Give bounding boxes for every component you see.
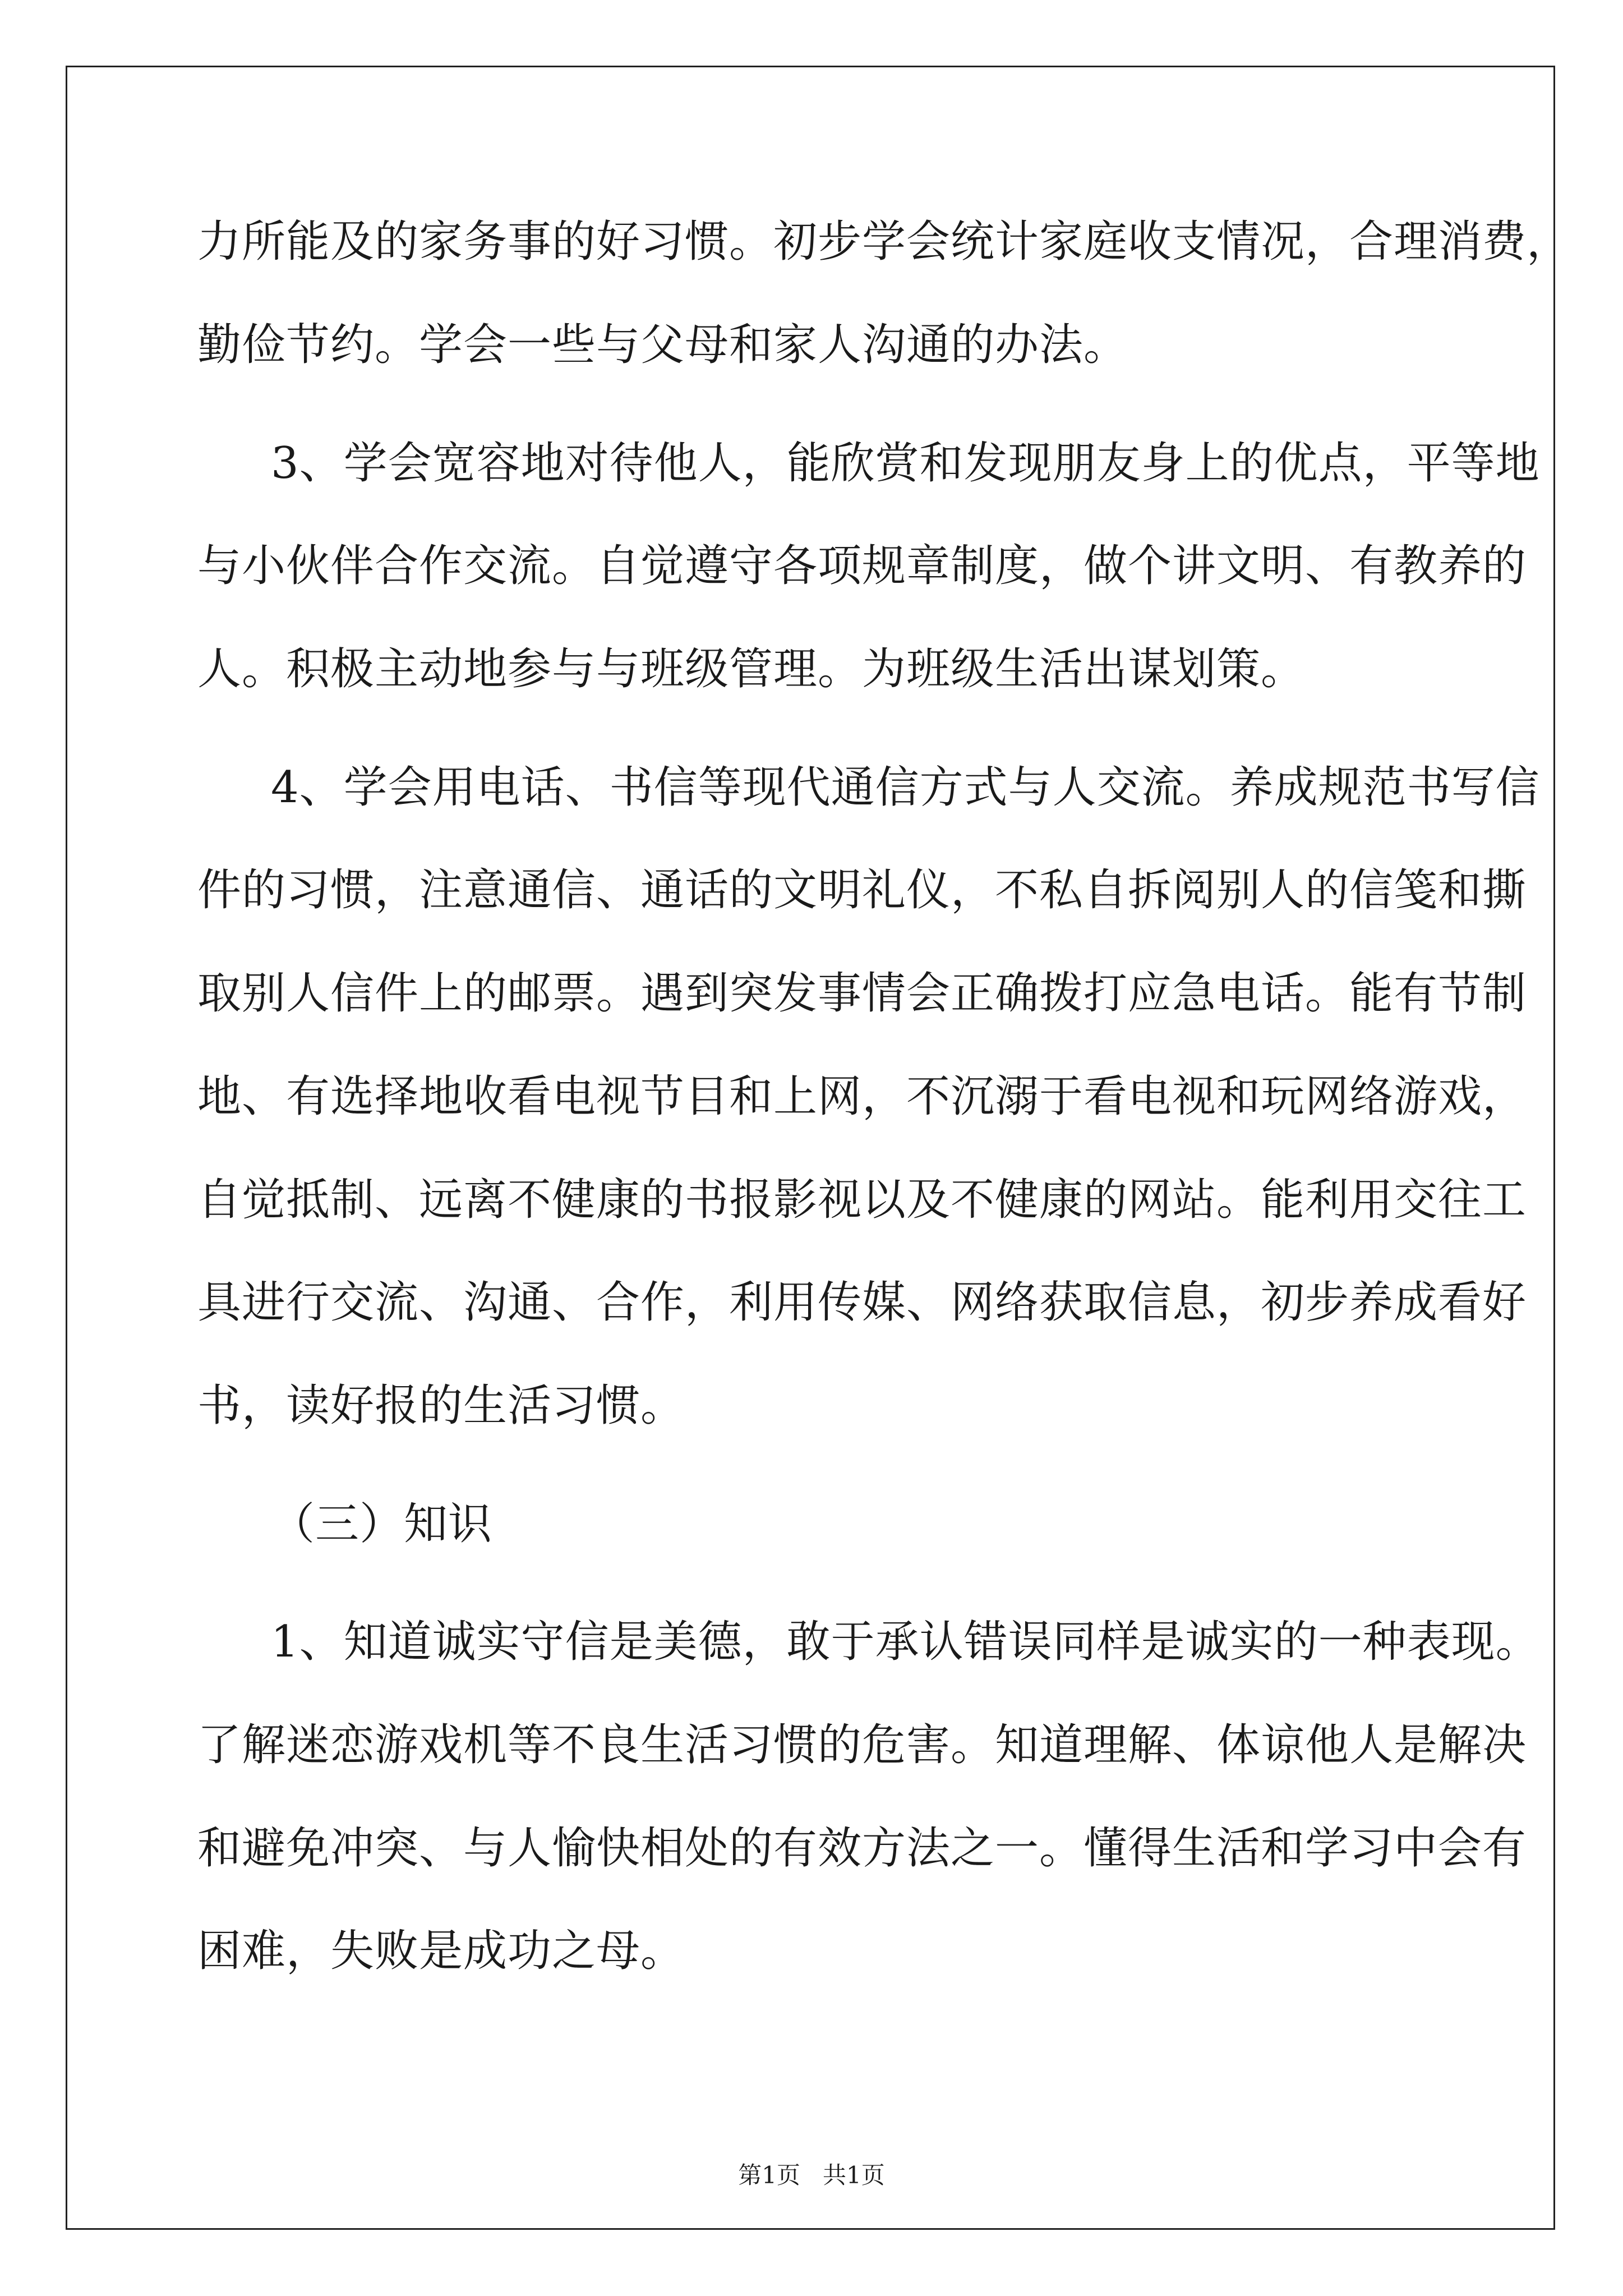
page-number-footer: 第1页 共1页 [738,2161,885,2189]
paragraph-line: 取别人信件上的邮票。遇到突发事情会正确拨打应急电话。能有节制 [197,968,1527,1019]
paragraph-line: 地、有选择地收看电视节目和上网，不沉溺于看电视和玩网络游戏， [197,1071,1527,1122]
paragraph-line: 困难，失败是成功之母。 [197,1926,685,1976]
paragraph-line: 件的习惯，注意通信、通话的文明礼仪，不私自拆阅别人的信笺和撕 [197,865,1527,915]
paragraph-line: 和避免冲突、与人愉快相处的有效方法之一。懂得生活和学习中会有 [197,1823,1527,1874]
paragraph-line: 4、学会用电话、书信等现代通信方式与人交流。养成规范书写信 [271,762,1540,813]
paragraph-line: 力所能及的家务事的好习惯。初步学会统计家庭收支情况，合理消费， [197,217,1571,267]
paragraph-line: 3、学会宽容地对待他人，能欣赏和发现朋友身上的优点，平等地 [271,438,1540,489]
paragraph-line: 书，读好报的生活习惯。 [197,1381,685,1431]
paragraph-line: 了解迷恋游戏机等不良生活习惯的危害。知道理解、体谅他人是解决 [197,1720,1527,1770]
paragraph-line: 勤俭节约。学会一些与父母和家人沟通的办法。 [197,320,1128,370]
paragraph-line: 1、知道诚实守信是美德，敢于承认错误同样是诚实的一种表现。 [271,1617,1540,1667]
paragraph-line: 人。积极主动地参与与班级管理。为班级生活出谋划策。 [197,644,1306,694]
section-heading: （三）知识 [271,1499,493,1549]
page-border [66,66,1555,2230]
paragraph-line: 自觉抵制、远离不健康的书报影视以及不健康的网站。能利用交往工 [197,1175,1527,1225]
paragraph-line: 具进行交流、沟通、合作，利用传媒、网络获取信息，初步养成看好 [197,1277,1527,1328]
paragraph-line: 与小伙伴合作交流。自觉遵守各项规章制度，做个讲文明、有教养的 [197,541,1527,591]
